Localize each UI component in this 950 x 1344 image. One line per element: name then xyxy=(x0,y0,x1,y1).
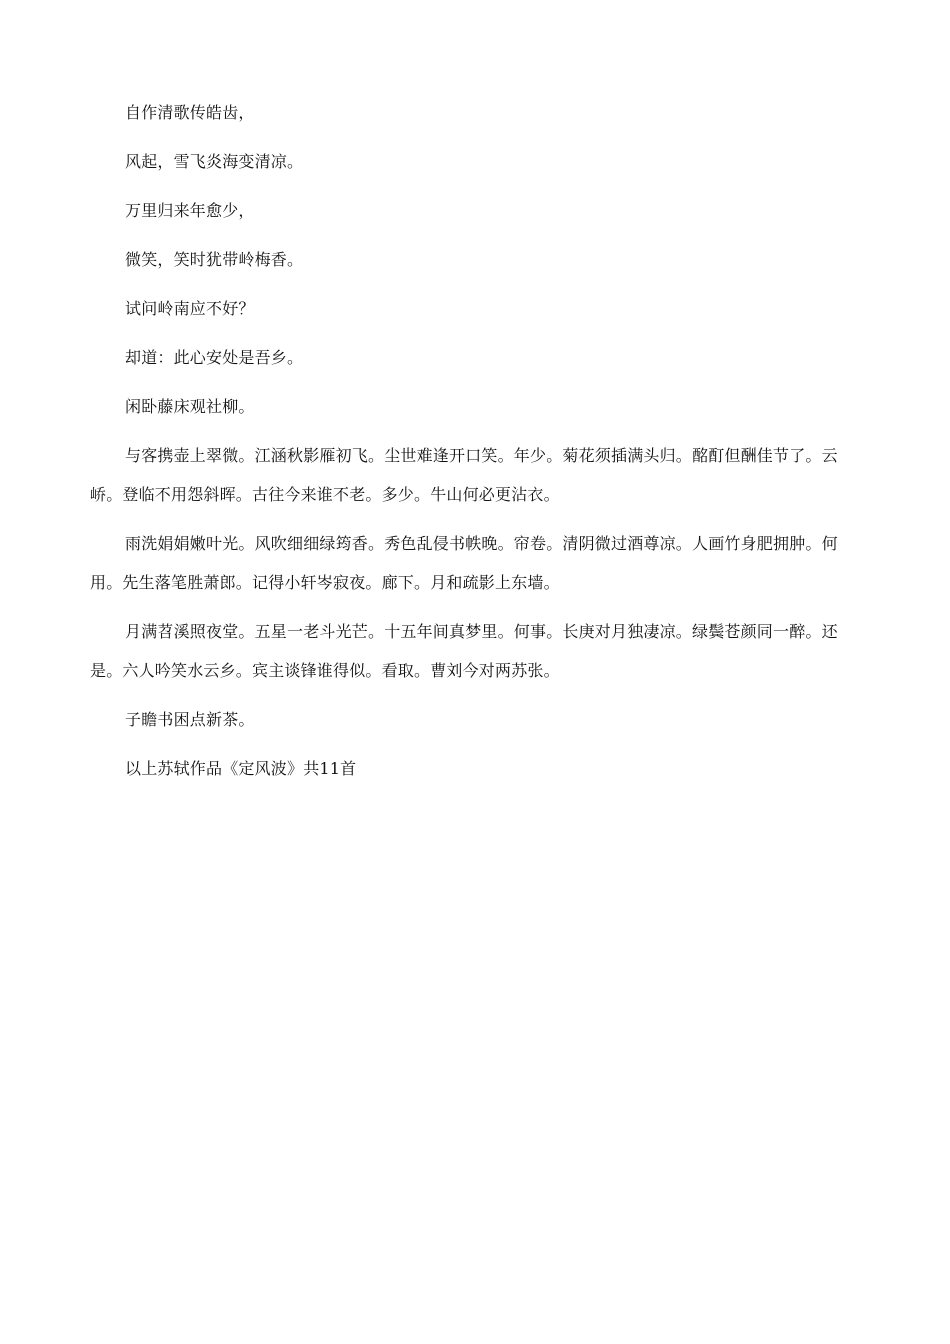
paragraph-1: 自作清歌传皓齿， xyxy=(125,103,255,122)
paragraph-9: 雨洗娟娟嫩叶光。风吹细细绿筠香。秀色乱侵书帙晚。帘卷。清阴微过酒尊凉。人画竹身肥拥肿。何用。先生落笔胜萧郎。记得小轩岑寂夜。廊下。月和疏影上东墙。 xyxy=(90,534,838,592)
paragraph-12: 以上苏轼作品《定风波》共11首 xyxy=(125,759,357,778)
paragraph-3: 万里归来年愈少， xyxy=(125,201,255,220)
paragraph-5: 试问岭南应不好？ xyxy=(125,299,255,318)
paragraph-2: 风起，雪飞炎海变清凉。 xyxy=(125,152,304,171)
poem-text-block xyxy=(90,93,850,788)
paragraph-6: 却道：此心安处是吾乡。 xyxy=(125,348,304,367)
paragraph-10: 月满苕溪照夜堂。五星一老斗光芒。十五年间真梦里。何事。长庚对月独凄凉。绿鬓苍颜同一醉。还是。六人吟笑水云乡。宾主谈锋谁得似。看取。曹刘今对两苏张。 xyxy=(90,622,838,680)
paragraph-8: 与客携壶上翠微。江涵秋影雁初飞。尘世难逢开口笑。年少。菊花须插满头归。酩酊但酬佳节了。云峤。登临不用怨斜晖。古往今来谁不老。多少。牛山何必更沾衣。 xyxy=(90,446,838,504)
paragraph-4: 微笑，笑时犹带岭梅香。 xyxy=(125,250,304,269)
paragraph-11: 子瞻书困点新茶。 xyxy=(125,710,255,729)
paragraph-7: 闲卧藤床观社柳。 xyxy=(125,397,255,416)
